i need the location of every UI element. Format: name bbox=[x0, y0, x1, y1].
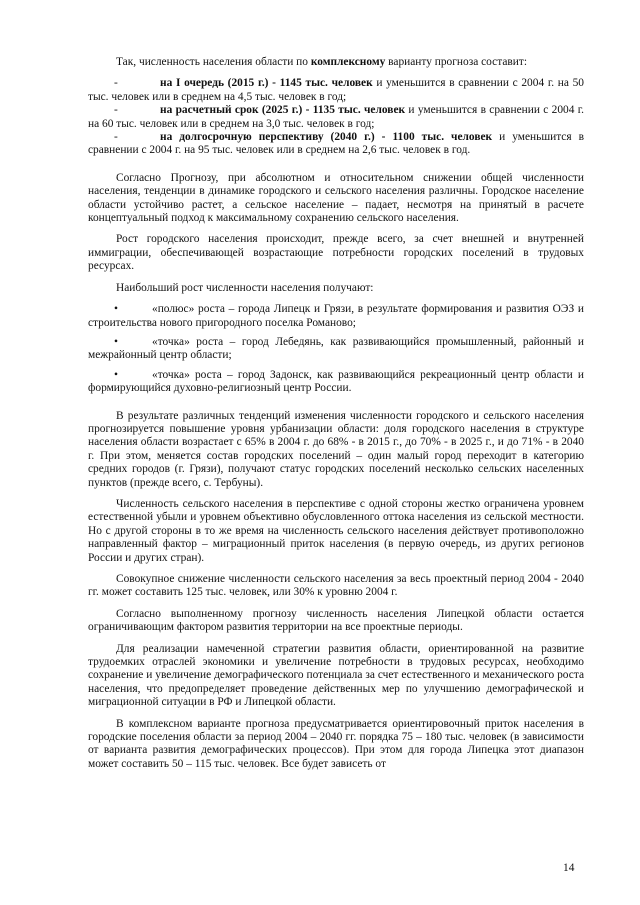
dash-list-item-2025 bbox=[88, 104, 584, 131]
intro-bold-term: комплексному bbox=[310, 56, 386, 68]
paragraph-urban-growth: Рост городского населения происходит, прежде всего, за счет внешней и внутренней иммиграции, обеспечивающей возрастающие потребности городских поселений в трудовых ресурсах. bbox=[88, 233, 584, 273]
dash-item-bold-text: на долгосрочную перспективу (2040 г.) - 1100 тыс. человек bbox=[160, 131, 493, 144]
bullet-marker: • bbox=[114, 368, 118, 381]
page-number: 14 bbox=[563, 862, 575, 874]
bullet-item-text: «полюс» роста – города Липецк и Грязи, в результате формирования и развития ОЭЗ и строительства нового пригородного поселка Романово; bbox=[88, 303, 584, 329]
paragraph-strategy: Для реализации намеченной стратегии развития области, ориентированной на развитие трудоемких отраслей экономики и увеличение потребности в трудовых ресурсах, необходимо сохранение и увеличение демографического потенциала за счет естественного и механического роста населения, что предопределяет проведение действенных мер по улучшению демографической и миграционной ситуации в РФ и Липецкой области. bbox=[88, 642, 584, 709]
paragraph-urbanization: В результате различных тенденций изменения численности городского и сельского населения прогнозируется повышение уровня урбанизации области: доля городского населения в структуре населения области возрастает с 65% в 2004 г. до 68% - в 2015 г., до 70% - в 2025 г., и до 71% - в 2040 г. При этом, меняется состав городских поселений – один малый город переходит в категорию средних городов (г. Грязи), получают статус городских поселений несколько сельских населенных пунктов (прежде всего, с. Тербуны). bbox=[88, 409, 584, 489]
intro-lead-text: Так, численность населения области по bbox=[116, 56, 311, 68]
dash-item-bold-text: на расчетный срок (2025 г.) - 1135 тыс. человек bbox=[160, 104, 406, 117]
bullet-item-text: «точка» роста – город Лебедянь, как развивающийся промышленный, районный и межрайонный центр области; bbox=[88, 335, 584, 362]
paragraph-growth-leaders-intro: Наибольший рост численности населения получают: bbox=[116, 281, 374, 294]
bullet-item-lipetsk-gryazi bbox=[88, 303, 584, 330]
bullet-item-zadonsk bbox=[88, 369, 584, 396]
dash-list-item-2015 bbox=[88, 77, 584, 104]
intro-tail-text: варианту прогноза составит: bbox=[385, 56, 527, 68]
dash-item-bold-text: на I очередь (2015 г.) - 1145 тыс. человек bbox=[160, 77, 373, 90]
dash-item-text: и уменьшится в сравнении с 2004 г. на 95 тыс. человек или в среднем на 2,6 тыс. человек в год. bbox=[88, 131, 584, 157]
dash-marker: - bbox=[114, 77, 118, 90]
paragraph-intro bbox=[88, 56, 584, 69]
bullet-item-lebedyan bbox=[88, 336, 584, 363]
paragraph-population-trends: Согласно Прогнозу, при абсолютном и относительном снижении общей численности населения, тенденции в динамике городского и сельского населения различны. Городское население области устойчиво растет, а сельское население – падает, несмотря на принятый в расчете концептуальный подход к максимальному сохранению сельского населения. bbox=[88, 171, 584, 225]
bullet-marker: • bbox=[114, 335, 118, 348]
dash-item-text: и уменьшится в сравнении с 2004 г. на 60 тыс. человек или в среднем на 3,0 тыс. человек в год; bbox=[88, 104, 585, 130]
paragraph-rural-decline: Совокупное снижение численности сельского населения за весь проектный период 2004 - 2040 гг. может составить 125 тыс. человек, или 30% к уровню 2004 г. bbox=[88, 573, 584, 599]
document-body bbox=[88, 56, 584, 779]
bullet-item-text: «точка» роста – город Задонск, как развивающийся рекреационный центр области и формирующийся духовно-религиозный центр России. bbox=[88, 368, 584, 395]
paragraph-limiting-factor: Согласно выполненному прогнозу численность населения Липецкой области остается ограничивающим фактором развития территории на все проектные периоды. bbox=[88, 607, 584, 634]
dash-marker: - bbox=[114, 104, 118, 117]
dash-item-text: и уменьшится в сравнении с 2004 г. на 50 тыс. человек или в среднем на 4,5 тыс. человек в год; bbox=[88, 77, 585, 103]
paragraph-rural-population: Численность сельского населения в перспективе с одной стороны жестко ограничена уровнем естественной убыли и уровнем объективно обусловленного оттока населения из сельской местности. Но с другой стороны в то же время на численность сельского населения действует противоположно направленный фактор – миграционный приток населения (в первую очередь, из других регионов России и других стран). bbox=[88, 497, 584, 564]
dash-marker: - bbox=[114, 131, 118, 144]
dash-list-item-2040 bbox=[88, 131, 584, 158]
bullet-marker: • bbox=[114, 303, 118, 316]
paragraph-inflow-forecast: В комплексном варианте прогноза предусматривается ориентировочный приток населения в городские поселения области за период 2004 – 2040 гг. порядка 75 – 180 тыс. человек (в зависимости от варианта развития демографических процессов). При этом для города Липецка этот диапазон может составить 50 – 115 тыс. человек. Все будет зависеть от bbox=[88, 717, 584, 770]
